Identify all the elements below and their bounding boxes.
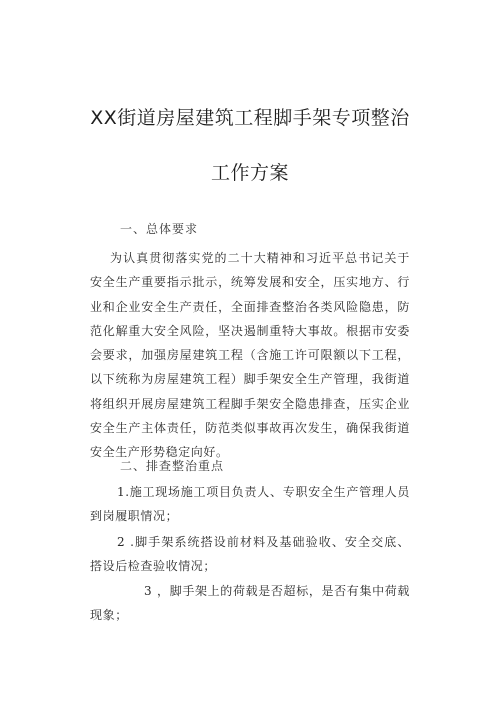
list-item: 1.施工现场施工项目负责人、专职安全生产管理人员到岗履职情况； (90, 485, 410, 524)
list-item: 2 .脚手架系统搭设前材料及基础验收、安全交底、搭设后检查验收情况； (90, 535, 410, 574)
document-subtitle: 工作方案 (210, 162, 289, 184)
list-item-text: ，脚手架上的荷载是否超标，是否有集中荷载现象； (90, 584, 410, 623)
section-heading-general-requirements: 一、总体要求 (120, 222, 199, 236)
list-item (90, 579, 410, 628)
section-heading-inspection-focus: 二、排查整治重点 (120, 459, 225, 473)
document-title: XX街道房屋建筑工程脚手架专项整治 (90, 107, 410, 129)
list-item-number: 3 (144, 584, 153, 598)
section-paragraph-general-requirements: 为认真贯彻落实党的二十大精神和习近平总书记关于安全生产重要指示批示，统筹发展和安全，压实地方、行业和企业安全生产责任，全面排查整治各类风险隐患，防范化解重大安全风险，坚决遏制重特大事故。根据市安委会要求，加强房屋建筑工程（含施工许可限额以下工程，以下统称为房屋建筑工程）脚手架安全生产管理，我街道将组织开展房屋建筑工程脚手架安全隐患排查，压实企业安全生产主体责任，防范类似事故再次发生，确保我街道安全生产形势稳定向好。 (90, 251, 410, 460)
